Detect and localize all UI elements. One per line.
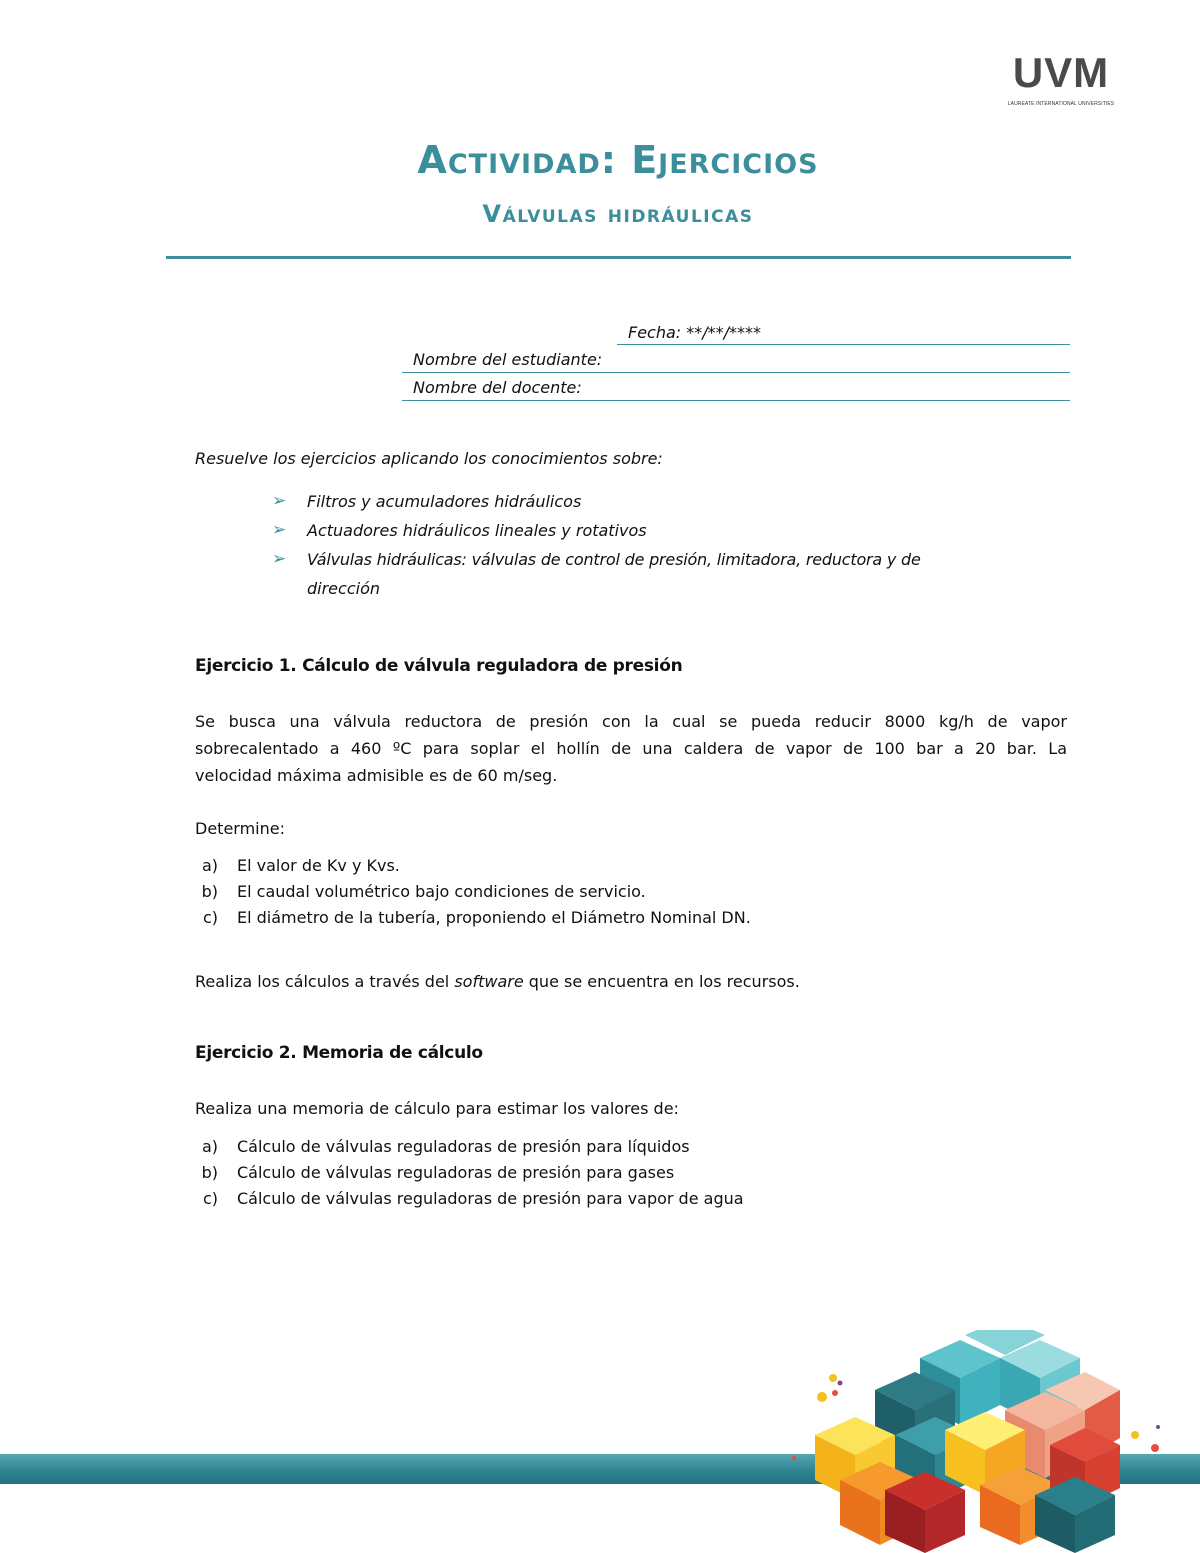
teacher-name-label: Nombre del docente: xyxy=(413,378,582,397)
intro-text: Resuelve los ejercicios aplicando los conocimientos sobre: xyxy=(195,449,663,468)
ejercicio1-line-3: velocidad máxima admisible es de 60 m/seg. xyxy=(195,766,558,785)
list-item: El diámetro de la tubería, proponiendo el Diámetro Nominal DN. xyxy=(237,908,751,927)
title-divider xyxy=(166,256,1071,259)
arrow-bullet-icon: ➢ xyxy=(272,549,287,569)
software-note xyxy=(195,968,800,995)
date-field-line xyxy=(617,344,1070,345)
bullet-valvulas-cont: dirección xyxy=(307,579,380,598)
page-title: Actividad: Ejercicios xyxy=(417,138,819,182)
ejercicio1-line-1: Se busca una válvula reductora de presión con la cual se pueda reducir 8000 kg/h de vapor xyxy=(195,712,1067,731)
arrow-bullet-icon: ➢ xyxy=(272,491,287,511)
software-word: software xyxy=(454,972,524,991)
uvm-logo xyxy=(1000,49,1122,111)
list-label: a) xyxy=(201,856,218,875)
date-field-label: Fecha: **/**/**** xyxy=(628,323,762,342)
list-label: b) xyxy=(201,1163,218,1182)
bullet-filtros: Filtros y acumuladores hidráulicos xyxy=(307,492,582,511)
list-item: El valor de Kv y Kvs. xyxy=(237,856,400,875)
teacher-name-line xyxy=(402,400,1070,401)
arrow-bullet-icon: ➢ xyxy=(272,520,287,540)
bullet-actuadores: Actuadores hidráulicos lineales y rotativos xyxy=(307,521,647,540)
determine-label: Determine: xyxy=(195,819,285,838)
ejercicio2-heading: Ejercicio 2. Memoria de cálculo xyxy=(195,1043,483,1063)
student-name-label: Nombre del estudiante: xyxy=(413,350,603,369)
list-item: El caudal volumétrico bajo condiciones de servicio. xyxy=(237,882,646,901)
logo-tagline: LAUREATE INTERNATIONAL UNIVERSITIES xyxy=(1007,101,1115,107)
logo-text: UVM xyxy=(1012,49,1110,96)
software-note-after: que se encuentra en los recursos. xyxy=(523,972,800,991)
student-name-line xyxy=(402,372,1070,373)
list-label: b) xyxy=(201,882,218,901)
ejercicio2-intro: Realiza una memoria de cálculo para estimar los valores de: xyxy=(195,1099,679,1118)
geometric-cubes-icon xyxy=(780,1330,1200,1553)
ejercicio1-line-2: sobrecalentado a 460 ºC para soplar el hollín de una caldera de vapor de 100 bar a 20 bar. La xyxy=(195,739,1067,758)
list-item: Cálculo de válvulas reguladoras de presión para vapor de agua xyxy=(237,1189,744,1208)
ejercicio1-heading: Ejercicio 1. Cálculo de válvula reguladora de presión xyxy=(195,656,683,676)
software-note-before: Realiza los cálculos a través del xyxy=(195,972,455,991)
page-subtitle: Válvulas hidráulicas xyxy=(482,200,754,228)
list-label: a) xyxy=(201,1137,218,1156)
list-item: Cálculo de válvulas reguladoras de presión para gases xyxy=(237,1163,675,1182)
list-item: Cálculo de válvulas reguladoras de presión para líquidos xyxy=(237,1137,690,1156)
list-label: c) xyxy=(202,908,218,927)
list-label: c) xyxy=(202,1189,218,1208)
bullet-valvulas: Válvulas hidráulicas: válvulas de control de presión, limitadora, reductora y de xyxy=(307,550,921,569)
